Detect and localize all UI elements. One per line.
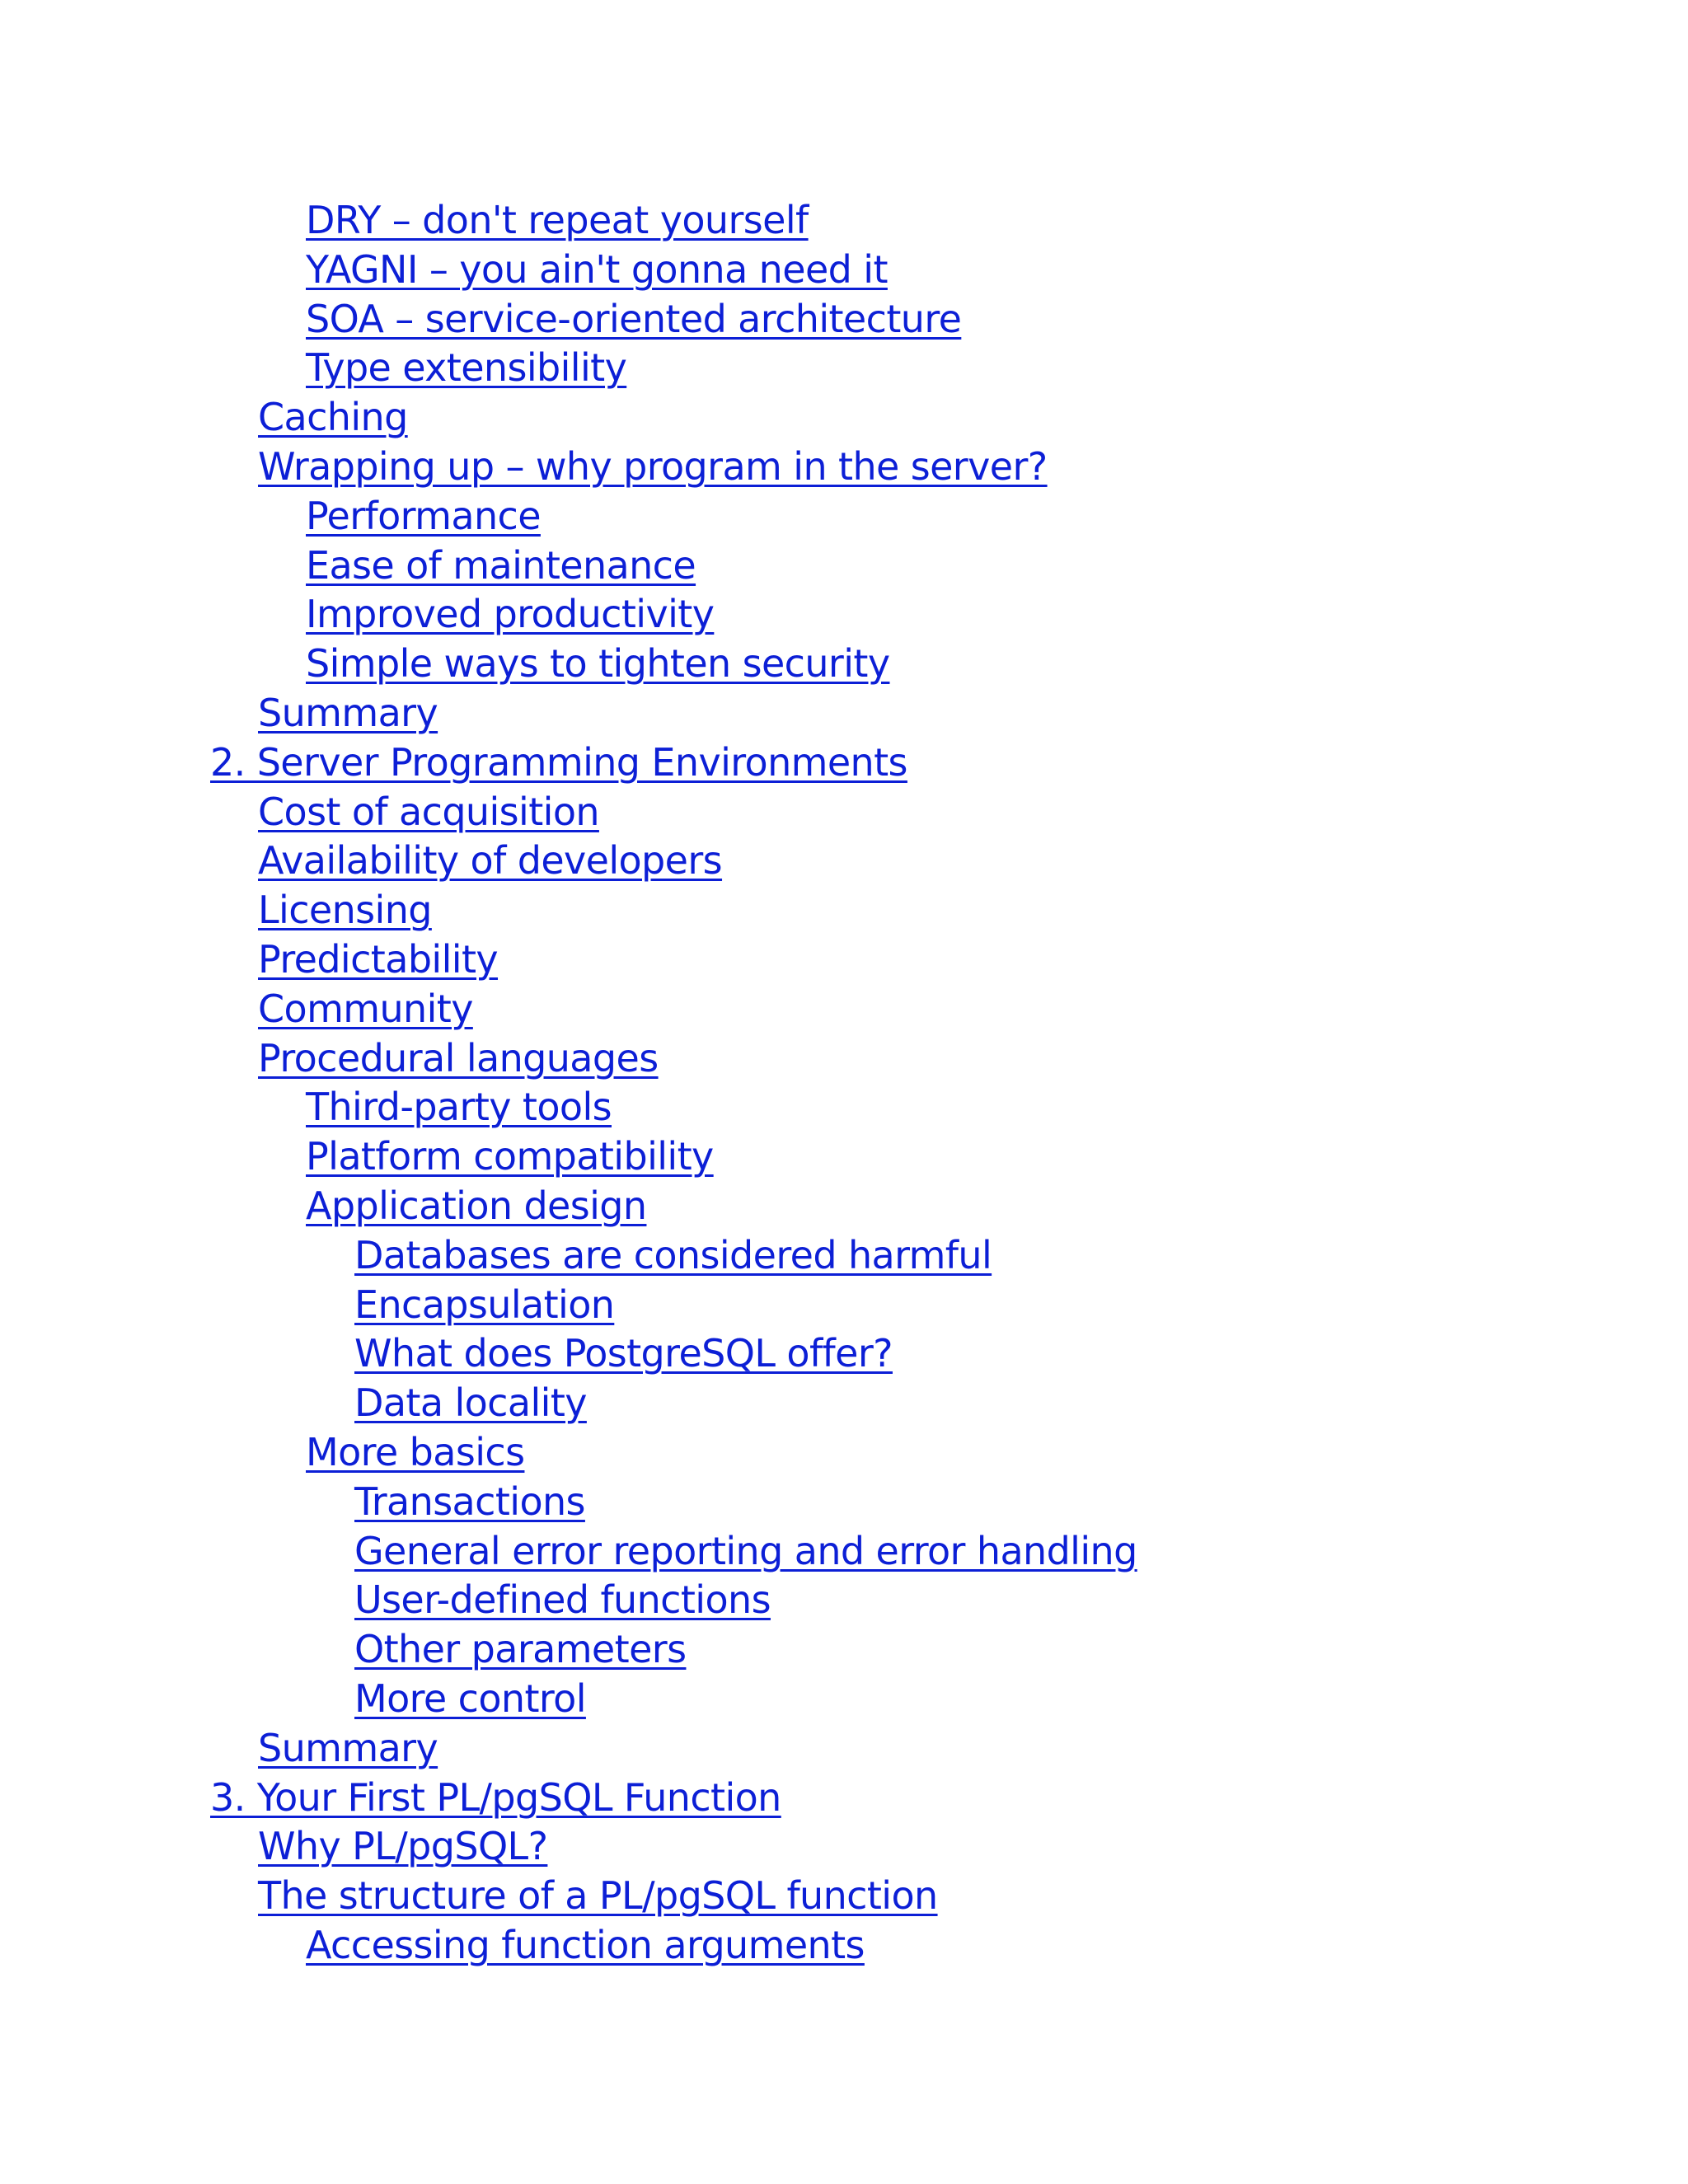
toc-entry [0, 1478, 1688, 1527]
toc-entry [0, 1428, 1688, 1478]
toc-entry [0, 1231, 1688, 1281]
toc-link[interactable]: Ease of maintenance [306, 542, 696, 588]
toc-entry [0, 492, 1688, 541]
toc-entry [0, 246, 1688, 295]
toc-link[interactable]: Predictability [258, 936, 499, 982]
toc-entry [0, 1576, 1688, 1625]
toc-link[interactable]: User-defined functions [354, 1577, 771, 1623]
toc-link[interactable]: Licensing [258, 888, 432, 933]
toc-link[interactable]: Data locality [354, 1380, 587, 1426]
toc-link[interactable]: Performance [306, 493, 541, 538]
toc-entry [0, 1774, 1688, 1823]
toc-link[interactable]: Simple ways to tighten security [306, 641, 890, 687]
toc-link[interactable]: More control [354, 1675, 586, 1721]
toc-link[interactable]: Platform compatibility [306, 1134, 714, 1179]
toc-entry [0, 788, 1688, 837]
toc-entry [0, 1675, 1688, 1724]
toc-link[interactable]: Application design [306, 1183, 647, 1228]
toc-link[interactable]: 2. Server Programming Environments [210, 739, 907, 785]
toc-entry [0, 738, 1688, 788]
toc-link[interactable]: Accessing function arguments [306, 1922, 865, 1967]
toc-link[interactable]: DRY – don't repeat yourself [306, 198, 809, 242]
toc-link[interactable]: Wrapping up – why program in the server? [258, 443, 1048, 489]
toc-link[interactable]: Cost of acquisition [258, 789, 599, 834]
toc-link[interactable]: More basics [306, 1429, 525, 1474]
toc-entry [0, 295, 1688, 344]
toc-link[interactable]: Type extensibility [306, 345, 627, 391]
toc-entry [0, 590, 1688, 640]
toc-entry [0, 640, 1688, 689]
toc-link[interactable]: Why PL/pgSQL? [258, 1824, 548, 1869]
toc-link[interactable]: Availability of developers [258, 838, 723, 883]
toc-link[interactable]: What does PostgreSQL offer? [354, 1331, 893, 1376]
toc-entry [0, 443, 1688, 492]
toc-entry [0, 1034, 1688, 1084]
toc-entry [0, 1822, 1688, 1872]
toc-link[interactable]: Transactions [354, 1479, 585, 1524]
toc-link[interactable]: Summary [258, 690, 438, 735]
toc-entry [0, 541, 1688, 591]
toc-link[interactable]: The structure of a PL/pgSQL function [258, 1873, 938, 1919]
toc-entry [0, 689, 1688, 738]
toc-link[interactable]: YAGNI – you ain't gonna need it [306, 246, 888, 292]
toc-link[interactable]: Other parameters [354, 1627, 687, 1672]
toc-entry [0, 1083, 1688, 1132]
toc-entry [0, 1132, 1688, 1182]
toc-entry [0, 886, 1688, 935]
toc-link[interactable]: SOA – service-oriented architecture [306, 296, 962, 341]
table-of-contents [0, 196, 1688, 1971]
toc-entry [0, 393, 1688, 443]
toc-link[interactable]: General error reporting and error handling [354, 1528, 1137, 1573]
toc-entry [0, 196, 1688, 246]
toc-link[interactable]: Third-party tools [306, 1085, 612, 1130]
toc-entry [0, 985, 1688, 1034]
toc-link[interactable]: Procedural languages [258, 1035, 659, 1080]
toc-link[interactable]: Community [258, 986, 473, 1031]
toc-entry [0, 344, 1688, 393]
toc-link[interactable]: Improved productivity [306, 592, 715, 637]
toc-entry [0, 1281, 1688, 1330]
toc-entry [0, 1182, 1688, 1231]
toc-entry [0, 935, 1688, 985]
toc-entry [0, 1872, 1688, 1921]
toc-link[interactable]: Databases are considered harmful [354, 1232, 992, 1277]
toc-entry [0, 1527, 1688, 1577]
toc-entry [0, 1724, 1688, 1774]
toc-link[interactable]: Encapsulation [354, 1282, 615, 1327]
toc-entry [0, 1625, 1688, 1675]
toc-link[interactable]: 3. Your First PL/pgSQL Function [210, 1774, 781, 1820]
toc-link[interactable]: Summary [258, 1725, 438, 1770]
toc-entry [0, 1379, 1688, 1428]
toc-entry [0, 837, 1688, 886]
toc-entry [0, 1329, 1688, 1379]
toc-entry [0, 1921, 1688, 1971]
toc-link[interactable]: Caching [258, 395, 408, 440]
